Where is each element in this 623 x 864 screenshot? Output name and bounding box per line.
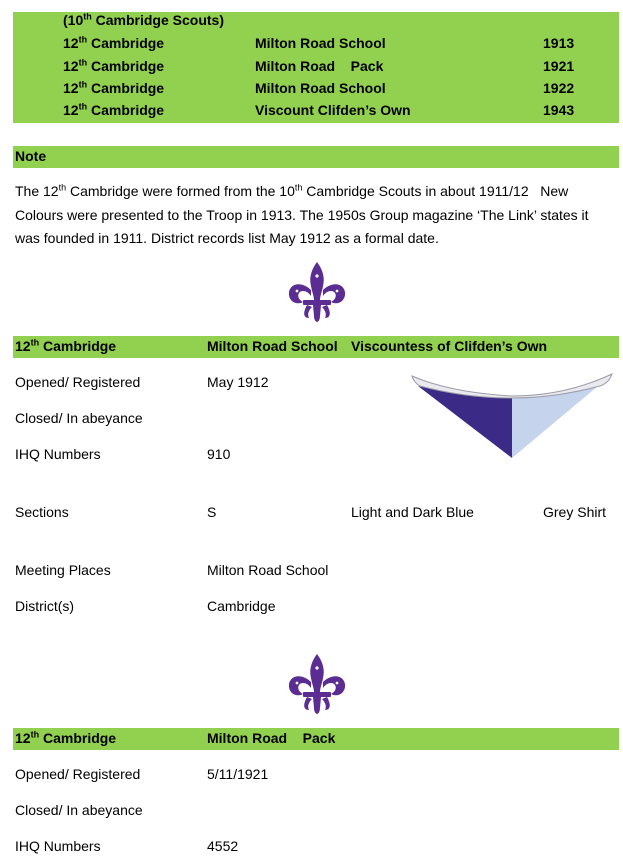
closed-label: Closed/ In abeyance — [15, 802, 143, 818]
opened-label: Opened/ Registered — [15, 766, 141, 782]
district-label: District(s) — [15, 598, 75, 614]
group2-name: 12th Cambridge — [15, 729, 117, 746]
note-line-3: was founded in 1911. District records list May 1912 as a formal date. — [15, 230, 439, 246]
shirt-colour: Grey Shirt — [543, 504, 607, 520]
ihq-label: IHQ Numbers — [15, 838, 101, 854]
fleur-de-lis-icon — [285, 260, 349, 324]
note-line-2: Colours were presented to the Troop in 1913. The 1950s Group magazine ‘The Link’ states it — [15, 207, 589, 223]
ihq-label: IHQ Numbers — [15, 446, 101, 462]
note-line-1: The 12th Cambridge were formed from the 10th Cambridge Scouts in about 1911/12 New — [15, 182, 569, 199]
opened-value: May 1912 — [207, 374, 269, 390]
meeting-label: Meeting Places — [15, 562, 111, 578]
ihq-value: 4552 — [207, 838, 239, 854]
sections-label: Sections — [15, 504, 69, 520]
closed-label: Closed/ In abeyance — [15, 410, 143, 426]
fleur-de-lis-icon — [285, 652, 349, 716]
opened-label: Opened/ Registered — [15, 374, 141, 390]
district-value: Cambridge — [207, 598, 276, 614]
opened-value: 5/11/1921 — [207, 766, 269, 782]
group1-name: 12th Cambridge — [15, 337, 117, 354]
neckerchief-icon — [410, 372, 614, 462]
top-table-title: (10th Cambridge Scouts) — [63, 11, 224, 28]
group2-place: Milton Road Pack — [207, 730, 336, 746]
group1-place: Milton Road School — [207, 338, 338, 354]
sections-value: S — [207, 504, 217, 520]
ihq-value: 910 — [207, 446, 231, 462]
meeting-value: Milton Road School — [207, 562, 329, 578]
scarf-colour: Light and Dark Blue — [351, 504, 474, 520]
note-heading: Note — [15, 148, 47, 164]
group1-title: Viscountess of Clifden’s Own — [351, 338, 548, 354]
note-heading-bar — [13, 146, 619, 168]
